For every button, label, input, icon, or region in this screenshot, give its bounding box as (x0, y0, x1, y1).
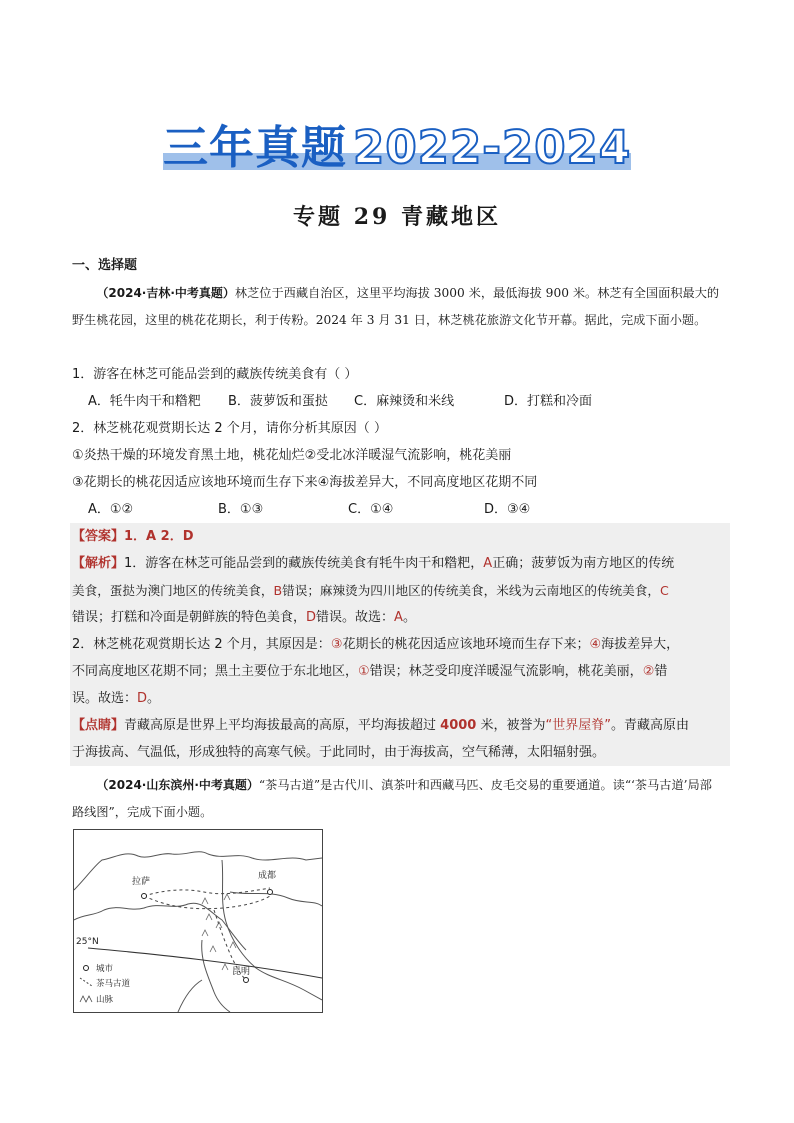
analysis-text: 错 (654, 664, 668, 679)
latitude-line (88, 948, 322, 978)
q1-option-a: A．牦牛肉干和糌粑 (88, 394, 201, 409)
title-banner (0, 118, 794, 178)
tip-tag: 【点睛】 (72, 718, 125, 733)
legend-city-label: 城市 (96, 964, 114, 974)
tip-mark: “世界屋脊” (545, 718, 611, 733)
tip-text: 。青藏高原由 (610, 718, 689, 733)
tip-text: 青藏高原是世界上平均海拔最高的高原，平均海拔超过 (124, 718, 441, 733)
analysis-text: 不同高度地区花期不同；黑土主要位于东北地区， (72, 664, 359, 679)
analysis-text: 。 (147, 691, 161, 706)
city-label-chengdu: 成都 (258, 871, 277, 881)
tip-text: 米，被誉为 (476, 718, 546, 733)
analysis-mark: A (394, 610, 403, 625)
analysis-text: 。 (402, 610, 416, 625)
analysis-mark: ① (358, 664, 370, 679)
border-line (222, 860, 322, 1000)
q1-option-c: C．麻辣烫和米线 (354, 394, 455, 409)
analysis-line-2 (70, 577, 730, 604)
border-line (230, 892, 322, 906)
analysis-text: 错误。故选： (316, 610, 395, 625)
passage-1-source: （2024·吉林·中考真题） (96, 286, 235, 300)
q2-option-a: A．①② (88, 502, 134, 517)
tip-line-2: 于海拔高、气温低，形成独特的高寒气候。于此同时，由于海拔高，空气稀薄，太阳辐射强。 (72, 745, 606, 760)
analysis-mark: A (483, 556, 493, 571)
tea-horse-road-map (73, 829, 323, 1013)
analysis-mark: ④ (589, 637, 602, 652)
q1-option-d: D．打糕和冷面 (504, 394, 593, 409)
banner-years: 2022-2024 (353, 121, 632, 174)
analysis-text: 错误；打糕和冷面是朝鲜族的特色美食， (72, 610, 307, 625)
legend-city-icon (84, 966, 89, 971)
border-line (74, 852, 322, 890)
city-marker-kunming (244, 978, 249, 983)
border-line (178, 980, 202, 1012)
passage-1-text: 林芝位于西藏自治区，这里平均海拔 3000 米，最低海拔 900 米。林芝有全国面积最大的野生桃花园，这里的桃花花期长，利于传粉。2024 年 3 月 31 日，林芝桃花旅游文化节开幕。据此，完成下面小题。 (72, 286, 720, 327)
q1-option-b: B．菠萝饭和蛋挞 (228, 394, 328, 409)
map-svg (74, 830, 322, 1012)
analysis-text: 误。故选： (72, 691, 138, 706)
analysis-line-4 (70, 631, 730, 658)
analysis-text: 1．游客在林芝可能品尝到的藏族传统美食有牦牛肉干和糌粑， (124, 556, 484, 571)
analysis-line-6 (70, 685, 730, 712)
banner-text (163, 118, 631, 178)
latitude-label: 25°N (76, 937, 99, 947)
city-label-kunming: 昆明 (232, 967, 251, 977)
analysis-line-3 (70, 604, 730, 631)
analysis-text: 海拔差异大， (601, 637, 680, 652)
border-line (74, 903, 246, 950)
tip-mark: 4000 (440, 718, 477, 733)
analysis-mark: C (659, 583, 669, 598)
legend-mountain-label: 山脉 (96, 995, 114, 1005)
analysis-mark: B (273, 583, 283, 598)
question-1-options (88, 388, 592, 415)
city-label-lhasa: 拉萨 (132, 877, 151, 887)
analysis-mark: D (306, 610, 317, 625)
topic-title: 专题 29 青藏地区 (293, 204, 501, 230)
question-2-statement-1: ①炎热干燥的环境发育黑土地，桃花灿烂②受北冰洋暖湿气流影响，桃花美丽 (72, 448, 512, 463)
answer-text: 1．A 2．D (124, 529, 194, 544)
q2-option-b: B．①③ (218, 502, 264, 517)
question-2-options (88, 496, 530, 523)
analysis-mark: ③ (330, 637, 343, 652)
legend-road-icon (80, 978, 92, 986)
analysis-text: 正确；菠萝饭为南方地区的传统 (492, 556, 675, 571)
analysis-text: 花期长的桃花因适应该地环境而生存下来； (342, 637, 590, 652)
analysis-text: 美食，蛋挞为澳门地区的传统美食， (72, 583, 274, 598)
analysis-mark: ② (642, 664, 655, 679)
legend-road-label: 茶马古道 (96, 979, 131, 989)
question-1-stem: 1．游客在林芝可能品尝到的藏族传统美食有（ ） (72, 367, 358, 382)
passage-2-source: （2024·山东滨州·中考真题） (96, 778, 259, 792)
tip-line-1 (70, 712, 730, 739)
q2-option-c: C．①④ (348, 502, 394, 517)
analysis-line-5 (70, 658, 730, 685)
q2-option-d: D．③④ (484, 502, 531, 517)
tea-horse-road (144, 888, 270, 896)
answer-line (70, 523, 730, 550)
question-2-statement-2: ③花期长的桃花因适应该地环境而生存下来④海拔差异大，不同高度地区花期不同 (72, 475, 538, 490)
analysis-text: 2．林芝桃花观赏期长达 2 个月，其原因是： (72, 637, 331, 652)
analysis-text: 错误；麻辣烫为四川地区的传统美食，米线为云南地区的传统美食， (282, 583, 660, 598)
banner-title: 三年真题 (163, 121, 348, 174)
analysis-mark: D (137, 691, 148, 706)
passage-1 (72, 280, 722, 334)
city-marker-lhasa (142, 894, 147, 899)
answer-tag: 【答案】 (72, 529, 125, 544)
city-marker-chengdu (268, 890, 273, 895)
analysis-text: 错误；林芝受印度洋暖湿气流影响，桃花美丽， (369, 664, 643, 679)
passage-2 (72, 772, 722, 826)
passage-2-text: “茶马古道”是古代川、滇茶叶和西藏马匹、皮毛交易的重要通道。读“‘茶马古道’局部路线图”，完成下面小题。 (72, 778, 712, 819)
analysis-line-1 (70, 550, 730, 577)
analysis-tag: 【解析】 (72, 556, 125, 571)
legend-mountain-icon (80, 996, 92, 1002)
answer-block (70, 523, 730, 766)
question-2-stem: 2．林芝桃花观赏期长达 2 个月，请你分析其原因（ ） (72, 421, 387, 436)
section-heading: 一、选择题 (72, 258, 138, 273)
